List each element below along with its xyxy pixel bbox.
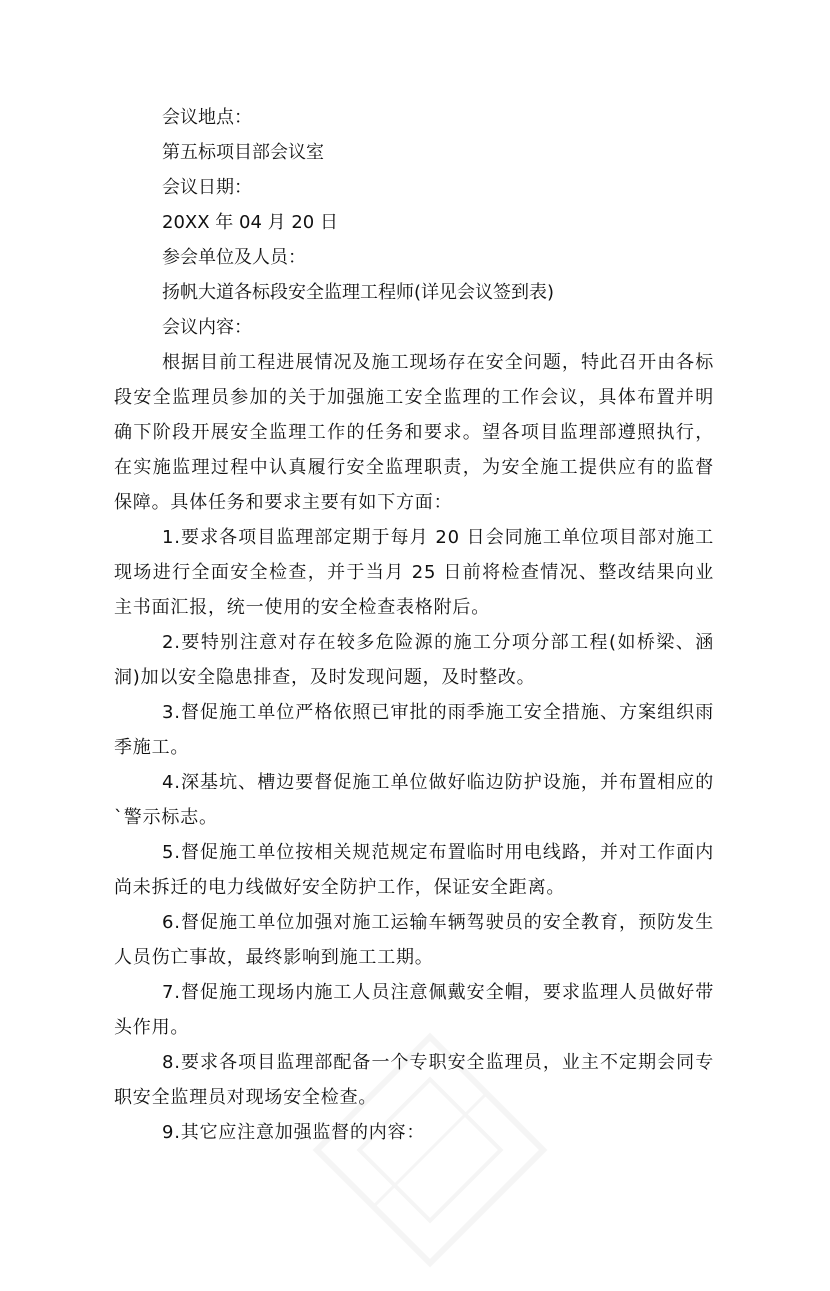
- content-label: 会议内容：: [162, 317, 252, 338]
- item-8: 8.要求各项目监理部配备一个专职安全监理员，业主不定期会同专职安全监理员对现场安全检查。: [114, 1052, 714, 1108]
- item-4: 4.深基坑、槽边要督促施工单位做好临边防护设施，并布置相应的`警示标志。: [114, 772, 714, 828]
- attendees-value: 扬帆大道各标段安全监理工程师(详见会议签到表): [162, 282, 555, 303]
- location-label: 会议地点：: [162, 107, 252, 128]
- item-7: 7.督促施工现场内施工人员注意佩戴安全帽，要求监理人员做好带头作用。: [114, 982, 714, 1038]
- attendees-label: 参会单位及人员：: [162, 247, 306, 268]
- date-value: 20XX 年 04 月 20 日: [162, 212, 338, 233]
- item-5: 5.督促施工单位按相关规范规定布置临时用电线路，并对工作面内尚未拆迁的电力线做好安全防护工作，保证安全距离。: [114, 842, 714, 898]
- item-1: 1.要求各项目监理部定期于每月 20 日会同施工单位项目部对施工现场进行全面安全检查，并于当月 25 日前将检查情况、整改结果向业主书面汇报，统一使用的安全检查表格附后。: [114, 527, 714, 618]
- location-value: 第五标项目部会议室: [162, 142, 324, 163]
- item-6: 6.督促施工单位加强对施工运输车辆驾驶员的安全教育，预防发生人员伤亡事故，最终影响到施工工期。: [114, 912, 714, 968]
- item-3: 3.督促施工单位严格依照已审批的雨季施工安全措施、方案组织雨季施工。: [114, 702, 714, 758]
- date-label: 会议日期：: [162, 177, 252, 198]
- intro-paragraph: 根据目前工程进展情况及施工现场存在安全问题，特此召开由各标段安全监理员参加的关于加强施工安全监理的工作会议，具体布置并明确下阶段开展安全监理工作的任务和要求。望各项目监理部遵照执行，在实施监理过程中认真履行安全监理职责，为安全施工提供应有的监督保障。具体任务和要求主要有如下方面：: [114, 352, 714, 513]
- item-9: 9.其它应注意加强监督的内容：: [162, 1122, 426, 1143]
- document-body: [114, 100, 714, 1150]
- item-2: 2.要特别注意对存在较多危险源的施工分项分部工程(如桥梁、涵洞)加以安全隐患排查，及时发现问题，及时整改。: [114, 632, 714, 688]
